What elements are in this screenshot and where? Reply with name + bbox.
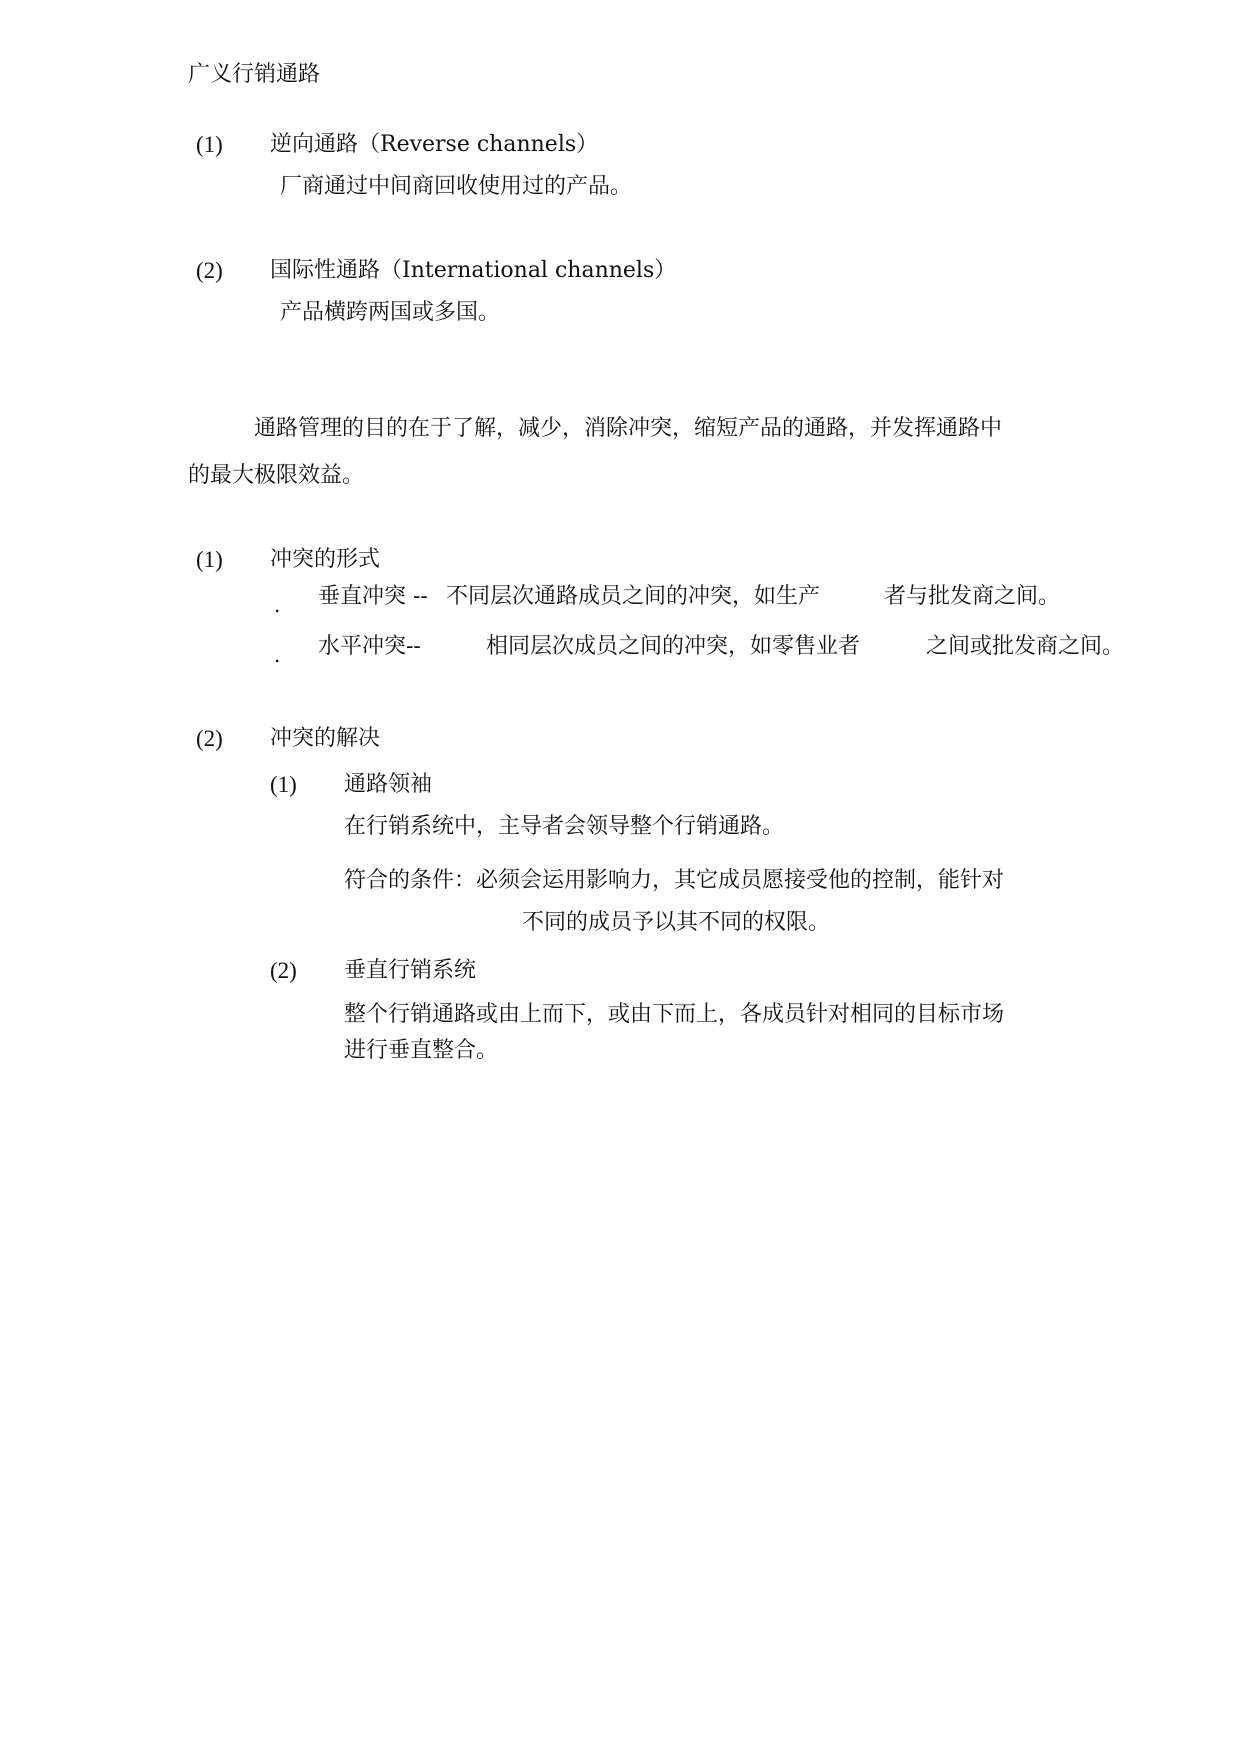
subitem-number: (1) [270,772,297,797]
bullet-text-tail: 者与批发商之间。 [884,584,1061,609]
section-heading-conflict-resolution: 冲突的解决 [270,726,381,751]
bullet-label-vertical-conflict: 垂直冲突 -- [318,584,428,609]
bullet-marker: . [274,593,281,617]
item-description: 厂商通过中间商回收使用过的产品。 [280,174,633,199]
subitem-text-line2: 进行垂直整合。 [344,1038,499,1063]
item-heading-reverse-channels: 逆向通路（Reverse channels） [270,132,599,157]
document-title: 广义行销通路 [188,62,321,87]
bullet-text-tail: 之间或批发商之间。 [926,634,1125,659]
subitem-heading-vertical-marketing-system: 垂直行销系统 [344,958,477,983]
bullet-text: 不同层次通路成员之间的冲突，如生产 [446,584,821,609]
subitem-heading-channel-leader: 通路领袖 [344,772,433,797]
section-heading-conflict-forms: 冲突的形式 [270,547,381,572]
subitem-number: (2) [270,958,297,983]
bullet-text: 相同层次成员之间的冲突，如零售业者 [486,634,861,659]
item-number: (1) [196,132,223,157]
item-heading-international-channels: 国际性通路（International channels） [270,258,677,283]
bullet-label-horizontal-conflict: 水平冲突-- [318,634,421,659]
section-number: (2) [196,726,223,751]
subitem-text: 在行销系统中，主导者会领导整个行销通路。 [344,814,785,839]
subitem-text-line1: 整个行销通路或由上而下，或由下而上，各成员针对相同的目标市场 [344,1002,1005,1027]
management-paragraph-line1: 通路管理的目的在于了解，减少，消除冲突，缩短产品的通路，并发挥通路中 [254,416,1003,441]
management-paragraph-line2: 的最大极限效益。 [188,463,365,488]
condition-text-line2: 不同的成员予以其不同的权限。 [522,910,831,935]
condition-text-line1: 符合的条件：必须会运用影响力，其它成员愿接受他的控制，能针对 [344,868,1005,893]
bullet-marker: . [274,643,281,667]
item-description: 产品横跨两国或多国。 [280,300,501,325]
section-number: (1) [196,547,223,572]
item-number: (2) [196,258,223,283]
